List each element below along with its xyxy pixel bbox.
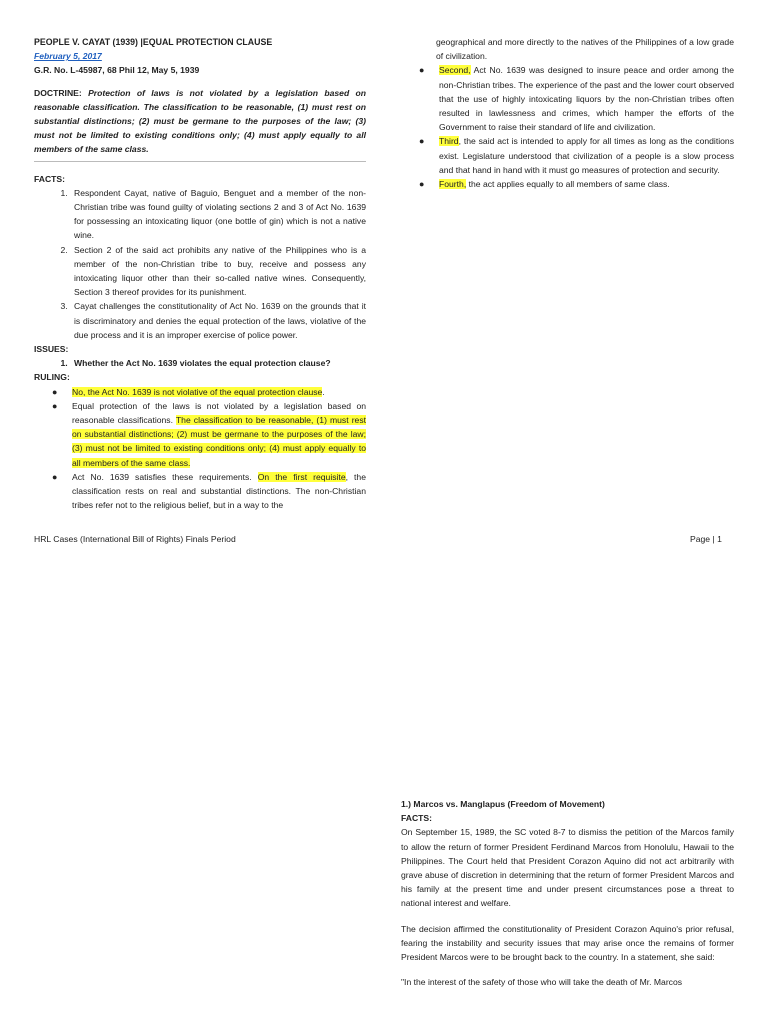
list-item: 3. Cayat challenges the constitutionality of Act No. 1639 on the grounds that it is discriminatory and denies the equal protection of the laws, violative of the due process and it is an improper exercise of police power. [70,299,366,342]
date-link[interactable]: February 5, 2017 [34,51,102,62]
page2-case-title: 1.) Marcos vs. Manglapus (Freedom of Movement) [401,799,605,809]
bullet-icon: ● [52,471,58,482]
list-item [419,134,734,177]
highlighted-text: Second, [439,65,471,76]
highlighted-text: On the first requisite [257,471,346,482]
list-item: 2. Section 2 of the said act prohibits any native of the Philippines who is a member of the non-Christian tribe to buy, receive and possess any intoxicating liquor other than their so-called native wines. Consequently, Section 3 thereof provides for its punishment. [70,243,366,300]
list-item [419,63,734,134]
text: . [322,386,325,397]
footer-left: HRL Cases (International Bill of Rights) Finals Period [34,534,236,544]
list-item: 1. Respondent Cayat, native of Baguio, Benguet and a member of the non-Christian tribe was found guilty of violating sections 2 and 3 of Act No. 1639 for possessing an intoxicating liquor (one bottle of gin) which is not a native wine. [70,186,366,243]
bullet-icon: ● [419,179,425,190]
page2-facts-label: FACTS: [401,813,433,824]
text: Act No. 1639 satisfies these requirements. [72,471,258,482]
case-title: PEOPLE V. CAYAT (1939) |EQUAL PROTECTION CLAUSE [34,37,273,47]
page2-column [401,797,734,989]
text: the act applies equally to all members of same class. [466,179,670,190]
bullet-icon: ● [419,136,425,147]
doctrine-text: Protection of laws is not violated by a legislation based on reasonable classification. The classification to be reasonable, (1) must rest on substantial distinctions; (2) must be germane to the purposes of the law; (3) must not be limited to existing conditions only; (4) must apply equally to all members of the same class. [34,87,366,155]
issues-list [34,356,366,370]
highlighted-text: The classification to be reasonable, (1) must rest on substantial distinctions; (2) must be germane to the purposes of the law; (3) must not be limited to existing conditions only; (4) must apply equally to all members of the same class. [72,415,367,468]
list-item [419,177,734,191]
issues-label: ISSUES: [34,344,69,355]
left-column [34,35,366,513]
highlighted-text: No, the Act No. 1639 is not violative of the equal protection clause [72,386,323,397]
list-item: 1. Whether the Act No. 1639 violates the equal protection clause? [70,356,366,370]
list-item [52,470,366,513]
ruling-list [34,385,366,513]
bullet-icon: ● [52,386,58,397]
bullet-icon: ● [52,400,58,411]
doctrine [34,86,366,157]
text: Equal protection of the laws is not violated by a legislation based on reasonable classifications. [72,400,366,426]
ruling-label: RULING: [34,372,70,383]
highlighted-text: Third [439,136,459,147]
spacer [401,964,734,975]
highlighted-text: Fourth, [439,179,467,190]
list-item [52,385,366,399]
doctrine-label: DOCTRINE: [34,87,82,98]
paragraph: On September 15, 1989, the SC voted 8-7 to dismiss the petition of the Marcos family to allow the return of former President Ferdinand Marcos from Honolulu, Hawaii to the Philippines. The Court held that President Corazon Aquino did not act arbitrarily with grave abuse of discretion in determining that the return of former President Marcos and his family at the present time and under present circumstances pose a threat to national interest and welfare. [401,827,734,909]
gr-citation: G.R. No. L-45987, 68 Phil 12, May 5, 1939 [34,65,200,76]
right-column [401,35,734,191]
ruling-list-continued [401,63,734,191]
text: , the classification rests on real and substantial distinctions. The non-Christian tribes refer not to the religious belief, but in a way to the [72,471,366,511]
spacer [401,911,734,922]
facts-label: FACTS: [34,173,66,184]
bullet-icon: ● [419,65,425,76]
paragraph: "In the interest of the safety of those who will take the death of Mr. Marcos [401,977,683,988]
text: Act No. 1639 was designed to insure peace and order among the non-Christian tribes. The experience of the past and the lower court observed that the use of highly intoxicating liquors by the non-Christian tribes often resulted in lawlessness and crimes, which hamper the efforts of the Government to raise their standard of life and civilization. [439,65,734,133]
page-number: Page | 1 [690,534,722,544]
continued-text: geographical and more directly to the natives of the Philippines of a low grade of civilization. [436,37,734,62]
facts-list [34,186,366,342]
text: , the said act is intended to apply for all times as long as the conditions exist. Legislature understood that civilization of a people is a slow process and that hand in hand with it must go measures of protection and security. [439,136,734,175]
paragraph: The decision affirmed the constitutionality of President Corazon Aquino's prior refusal, fearing the instability and security issues that may arise once the remains of former President Marcos were to be brought back to the country. In a statement, she said: [401,923,734,963]
divider [34,161,366,162]
list-item [52,399,367,470]
